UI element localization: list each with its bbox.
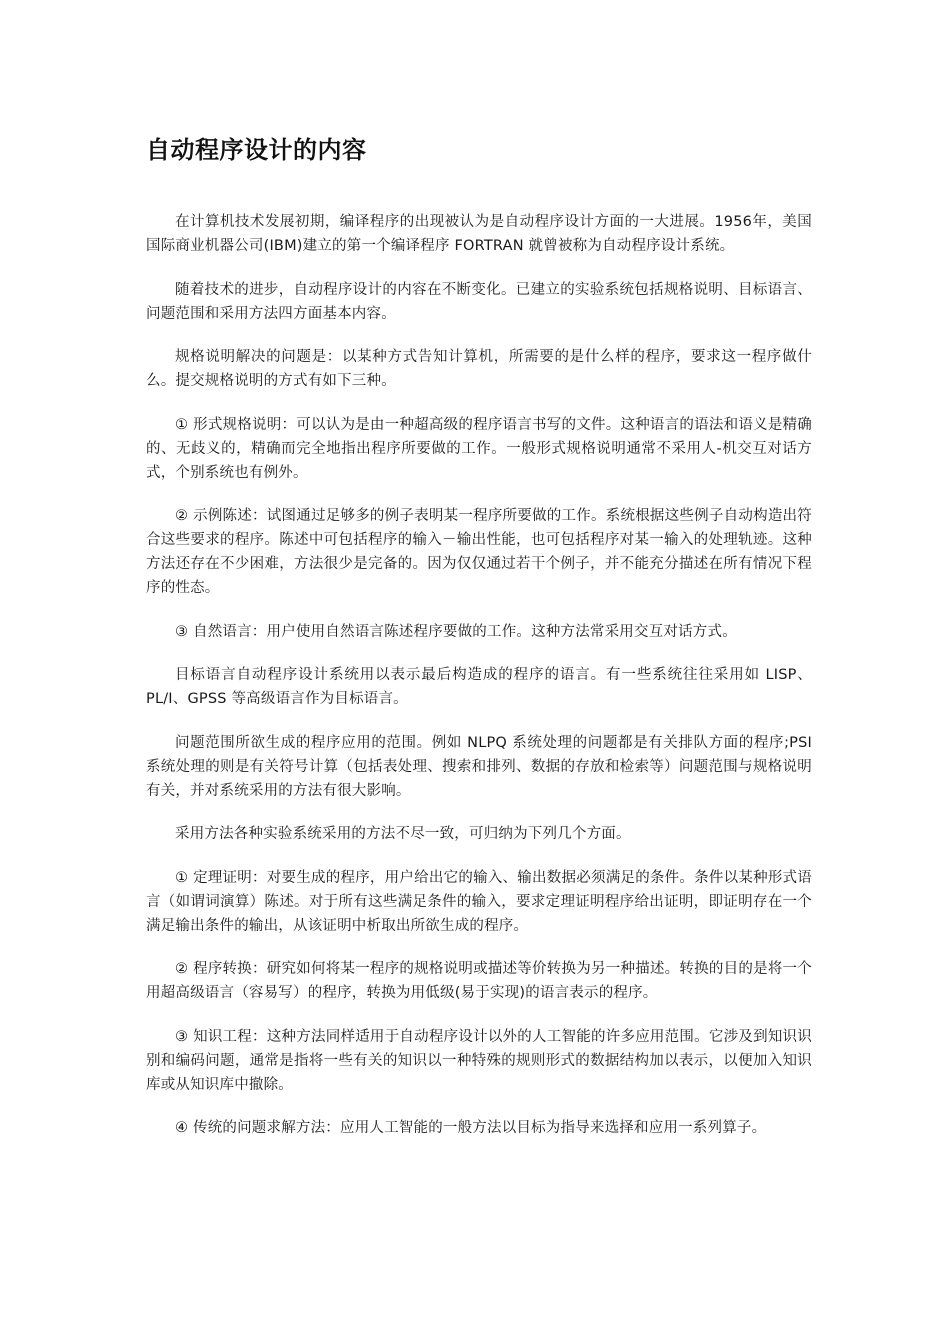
paragraph-methods: 采用方法各种实验系统采用的方法不尽一致，可归纳为下列几个方面。: [175, 826, 631, 842]
paragraph-formal-spec: ① 形式规格说明：可以认为是由一种超高级的程序语言书写的文件。这种语言的语法和语义是精确的、无歧义的，精确而完全地指出程序所要做的工作。一般形式规格说明通常不采用人-机交互对话方式，个别系统也有例外。: [146, 416, 812, 481]
paragraph-specification: 规格说明解决的问题是：以某种方式告知计算机，所需要的是什么样的程序，要求这一程序做什么。提交规格说明的方式有如下三种。: [146, 349, 812, 389]
paragraph-natural-language: ③ 自然语言：用户使用自然语言陈述程序要做的工作。这种方法常采用交互对话方式。: [175, 623, 737, 640]
paragraph-traditional-problem-solving: ④ 传统的问题求解方法：应用人工智能的一般方法以目标为指导来选择和应用一系列算子。: [175, 1120, 767, 1136]
document-page: [146, 128, 812, 1160]
paragraph-problem-scope: 问题范围所欲生成的程序应用的范围。例如 NLPQ 系统处理的问题都是有关排队方面的程序;PSI 系统处理的则是有关符号计算（包括表处理、搜索和排列、数据的存放和检索等）问题范围与规格说明有关，并对系统采用的方法有很大影响。: [146, 734, 812, 799]
paragraph-theorem-proving: ① 定理证明：对要生成的程序，用户给出它的输入、输出数据必须满足的条件。条件以某种形式语言（如谓词演算）陈述。对于所有这些满足条件的输入，要求定理证明程序给出证明，即证明存在一个满足输出条件的输出，从该证明中析取出所欲生成的程序。: [146, 869, 812, 934]
paragraph-target-language: 目标语言自动程序设计系统用以表示最后构造成的程序的语言。有一些系统往往采用如 LISP、PL/I、GPSS 等高级语言作为目标语言。: [146, 667, 812, 707]
paragraph-intro: 在计算机技术发展初期，编译程序的出现被认为是自动程序设计方面的一大进展。1956年，美国国际商业机器公司(IBM)建立的第一个编译程序 FORTRAN 就曾被称为自动程序设计系统。: [146, 214, 812, 254]
paragraph-knowledge-engineering: ③ 知识工程：这种方法同样适用于自动程序设计以外的人工智能的许多应用范围。它涉及到知识识别和编码问题，通常是指将一些有关的知识以一种特殊的规则形式的数据结构加以表示，以便加入知识库或从知识库中撤除。: [146, 1028, 812, 1093]
document-title: 自动程序设计的内容: [146, 136, 367, 164]
paragraph-program-transformation: ② 程序转换：研究如何将某一程序的规格说明或描述等价转换为另一种描述。转换的目的是将一个用超高级语言（容易写）的程序，转换为用低级(易于实现)的语言表示的程序。: [146, 961, 812, 1001]
paragraph-example-statement: ② 示例陈述：试图通过足够多的例子表明某一程序所要做的工作。系统根据这些例子自动构造出符合这些要求的程序。陈述中可包括程序的输入－输出性能，也可包括程序对某一输入的处理轨迹。这种方法还存在不少困难，方法很少是完备的。因为仅仅通过若干个例子，并不能充分描述在所有情况下程序的性态。: [146, 508, 812, 596]
paragraph-content-overview: 随着技术的进步，自动程序设计的内容在不断变化。已建立的实验系统包括规格说明、目标语言、问题范围和采用方法四方面基本内容。: [146, 281, 812, 322]
